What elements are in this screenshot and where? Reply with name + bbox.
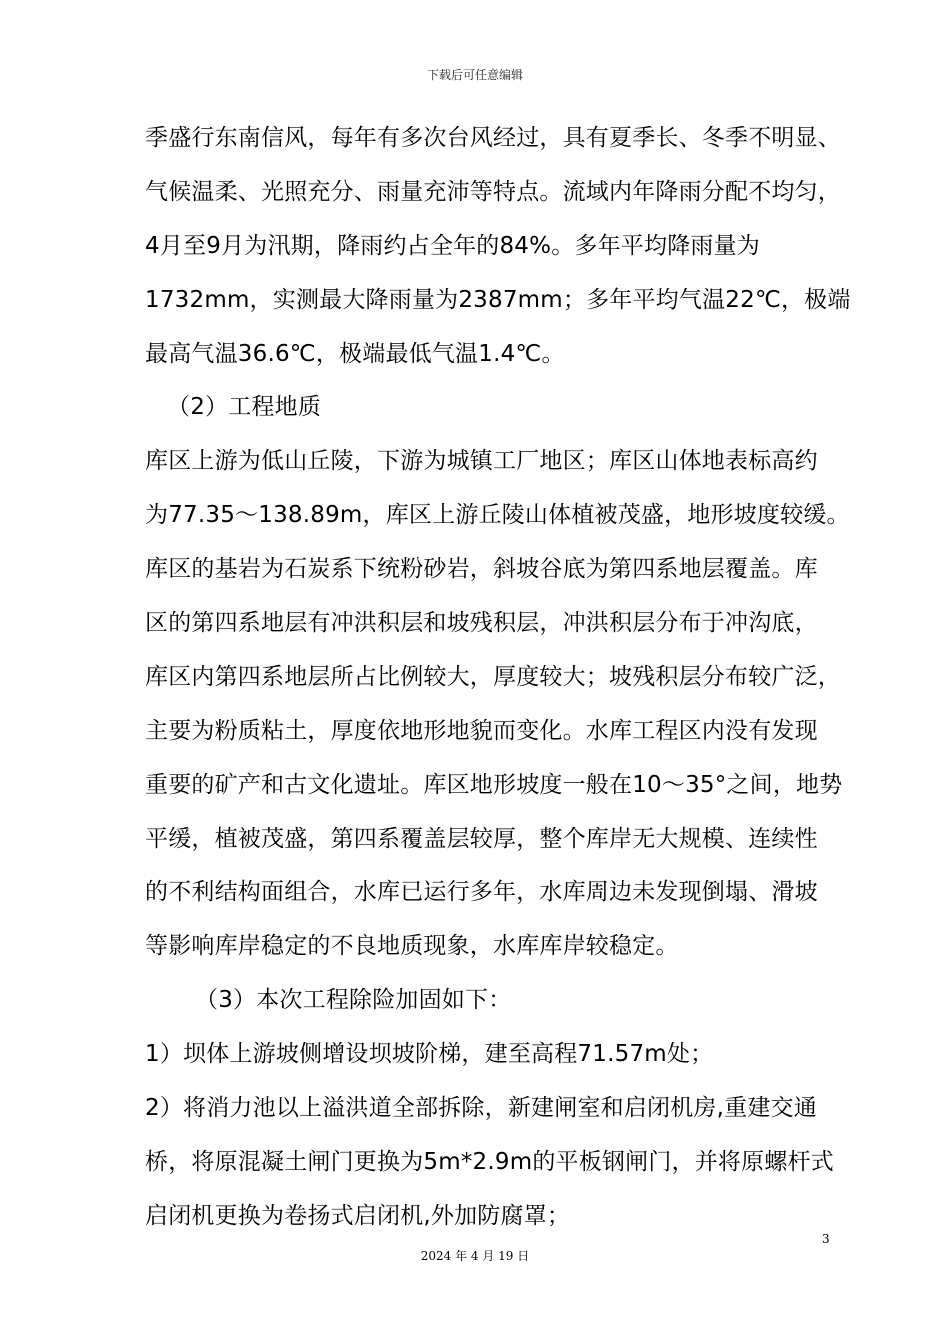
text-line: 区的第四系地层有冲洪积层和坡残积层，冲洪积层分布于冲沟底， bbox=[145, 610, 818, 637]
text-line: 平缓，植被茂盛，第四系覆盖层较厚，整个库岸无大规模、连续性 bbox=[145, 825, 818, 852]
text-line: 库区的基岩为石炭系下统粉砂岩，斜坡谷底为第四系地层覆盖。库 bbox=[145, 556, 818, 583]
list-item: 1）坝体上游坡侧增设坝坡阶梯，建至高程71.57m处； bbox=[145, 1041, 714, 1068]
text-line: 等影响库岸稳定的不良地质现象，水库库岸较稳定。 bbox=[145, 933, 679, 960]
document-body bbox=[145, 112, 851, 1244]
page-number: 3 bbox=[822, 1232, 830, 1246]
list-item: 2）将消力池以上溢洪道全部拆除，新建闸室和启闭机房,重建交通 bbox=[145, 1095, 817, 1122]
page-header: 下载后可任意编辑 bbox=[426, 68, 523, 82]
text-line: 季盛行东南信风，每年有多次台风经过，具有夏季长、冬季不明显、 bbox=[145, 125, 841, 151]
text-line: 库区内第四系地层所占比例较大，厚度较大；坡残积层分布较广泛， bbox=[145, 663, 841, 690]
text-line: 1732mm，实测最大降雨量为2387mm；多年平均气温22℃，极端 bbox=[145, 286, 851, 313]
text-line: 重要的矿产和古文化遗址。库区地形坡度一般在10～35°之间，地势 bbox=[145, 771, 843, 798]
page-footer-date: 2024 年 4 月 19 日 bbox=[420, 1249, 530, 1263]
section-heading: （2）工程地质 bbox=[167, 394, 322, 421]
text-line: 主要为粉质粘土，厚度依地形地貌而变化。水库工程区内没有发现 bbox=[145, 717, 818, 744]
text-line: 为77.35～138.89m，库区上游丘陵山体植被茂盛，地形坡度较缓。 bbox=[145, 502, 850, 529]
text-line: 桥，将原混凝土闸门更换为5m*2.9m的平板钢闸门，并将原螺杆式 bbox=[145, 1148, 834, 1175]
text-line: 库区上游为低山丘陵，下游为城镇工厂地区；库区山体地表标高约 bbox=[145, 448, 818, 475]
text-line: 4月至9月为汛期，降雨约占全年的84%。多年平均降雨量为 bbox=[145, 232, 760, 259]
text-line: 启闭机更换为卷扬式启闭机,外加防腐罩； bbox=[145, 1202, 571, 1229]
text-line: 最高气温36.6℃，极端最低气温1.4℃。 bbox=[145, 340, 565, 367]
text-line: 的不利结构面组合，水库已运行多年，水库周边未发现倒塌、滑坡 bbox=[145, 879, 818, 906]
section-heading: （3）本次工程除险加固如下： bbox=[195, 987, 512, 1014]
text-line: 气候温柔、光照充分、雨量充沛等特点。流域内年降雨分配不均匀， bbox=[145, 178, 841, 205]
